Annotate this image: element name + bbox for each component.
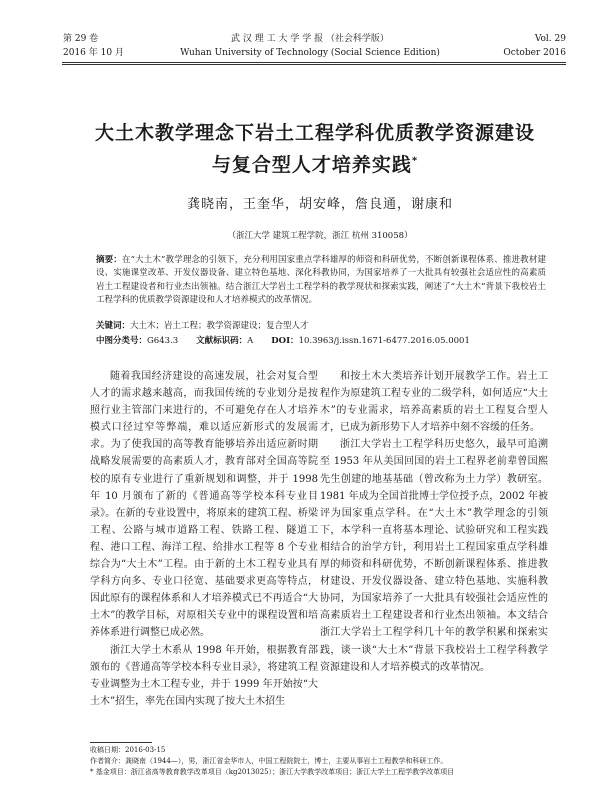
paper-title-line1: 大土木教学理念下岩土工程学科优质教学资源建设 (94, 122, 535, 144)
footnote-received: 收稿日期：2016-03-15 (90, 746, 166, 754)
abstract-label: 摘要： (96, 255, 122, 265)
body-paragraph: 浙江大学岩土工程学科历史悠久，最早可追溯至 1953 年从美国回国的岩土工程界老前辈曾国熙先生创建的地基基础（曾改称为土力学）教研室。1981 年成为全国首批博士学位授予点，2002 年被评为国家重点学科。在“大土木”教学理念的引领下，本学科一直将基本理论、试验研究和工程实践相结合的治学方针，利用岩土工程国家重点学科雄厚的师资和科研优势，不断创新课程体系、推进教材建设、开发仪器设备、建立特色基地、实施科教协同，为国家培养了一大批具有较强社会适应性的高素质岩土工程建设者和行业杰出领袖。本文结合浙江大学岩土工程学科几十年的教学积累和探索实践，谈一谈“大土木”背景下我校岩土工程学科教学资源建设和人才培养模式的改革情况。 (320, 439, 548, 673)
body-column-right (320, 368, 548, 676)
journal-name-cn: 武 汉 理 工 大 学 学 报 （社会科学版） (231, 34, 389, 44)
affiliation: （浙江大学 建筑工程学院，浙江 杭州 310058） (227, 231, 413, 241)
doi-value: 10.3963/j.issn.1671-6477.2016.05.0001 (298, 336, 470, 346)
body-paragraph: 随着我国经济建设的高速发展，社会对复合型人才的需求越来越高，而我国传统的专业划分是按照行业主管部门来进行的，不可避免存在人才培养模式口径过窄等弊端，难以适应新形式的发展需求。为了使我国的高等教育能够培养出适应新时期战略发展需要的高素质人才，教育部对全国高等院校的原有专业进行了重新规划和调整，并于 1998 年 10 月颁布了新的《普通高等学校本科专业目录》。在新的专业设置中，将原来的建筑工程、桥梁工程、公路与城市道路工程、铁路工程、隧道工程、港口工程、海洋工程、给排水工程等 8 个专业综合为“大土木”工程。由于新的土木工程专业具有学科方向多、专业口径宽、基础要求更高等特点，因此原有的课程体系和人才培养模式已不再适合“大土木”的教学目标，对原相关专业中的课程设置和培养体系进行调整已成必然。 (90, 371, 318, 639)
doc-code-value: A (247, 336, 254, 346)
title-footnote-mark: * (411, 155, 419, 167)
class-label: 中图分类号： (96, 336, 148, 346)
header-left (63, 32, 124, 60)
abstract (96, 254, 546, 308)
volume-en: Vol. 29 (534, 34, 566, 44)
body-paragraph: 和按土木大类培养计划开展教学工作。岩土工程作为原建筑工程专业的二级学科，如何适应“大土木”的专业需求，培养高素质的岩土工程复合型人才，已成为新形势下人才培养中刻不容缓的任务。 (320, 371, 548, 434)
date-en: October 2016 (503, 48, 566, 58)
journal-name-en: Wuhan University of Technology (Social Science Edition) (180, 48, 440, 58)
footnote-author: 作者简介：龚晓南（1944—），男，浙江省金华市人，中国工程院院士，博士，主要从事岩土工程教学和科研工作。 (90, 757, 448, 765)
classification-line (96, 335, 556, 348)
doc-code-label: 文献标识码： (196, 336, 248, 346)
header-rule-thin (62, 64, 566, 65)
authors: 龚晓南，王奎华，胡安峰，詹良通，谢康和 (186, 197, 453, 212)
volume-issue: 第 29 卷 (63, 34, 99, 44)
paper-title-line2 (50, 150, 580, 177)
body-paragraph: 浙江大学土木系从 1998 年开始，根据教育部颁布的《普通高等学校本科专业目录》，将建筑工程专业调整为土木工程专业，并于 1999 年开始按“大土木”招生，率先在国内实现了按大土木招生 (90, 644, 318, 707)
doi-label: DOI： (271, 336, 299, 346)
header-right (503, 32, 566, 60)
issue-date: 2016 年 10 月 (63, 48, 124, 58)
header-rule (62, 62, 566, 63)
footnote-rule (90, 742, 152, 743)
keywords (96, 320, 546, 333)
footnote-fund: * 基金项目：浙江省高等教育教学改革项目（kg2013025）；浙江大学教学改革项目；浙江大学土工程学教学改革项目 (90, 768, 455, 776)
keywords-label: 关键词： (96, 321, 131, 331)
header-center (150, 32, 470, 60)
body-column-left (90, 368, 318, 710)
class-value: G643.3 (147, 336, 179, 346)
abstract-text: 在“大土木”教学理念的引领下，充分利用国家重点学科雄厚的师资和科研优势，不断创新课程体系、推进教材建设、实施课堂改革、开发仪器设备、建立特色基地、深化科教协同，为国家培养了一大批具有较强社会适应性的高素质岩土工程建设者和行业杰出领袖。结合浙江大学岩土工程学科的教学现状和探索实践，阐述了“大土木”背景下我校岩土工程学科的优质教学资源建设和人才培养模式的改革情况。 (96, 255, 546, 306)
keywords-text: 大土木；岩土工程；教学资源建设；复合型人才 (130, 321, 309, 331)
title-line2-text: 与复合型人才培养实践 (211, 154, 412, 176)
